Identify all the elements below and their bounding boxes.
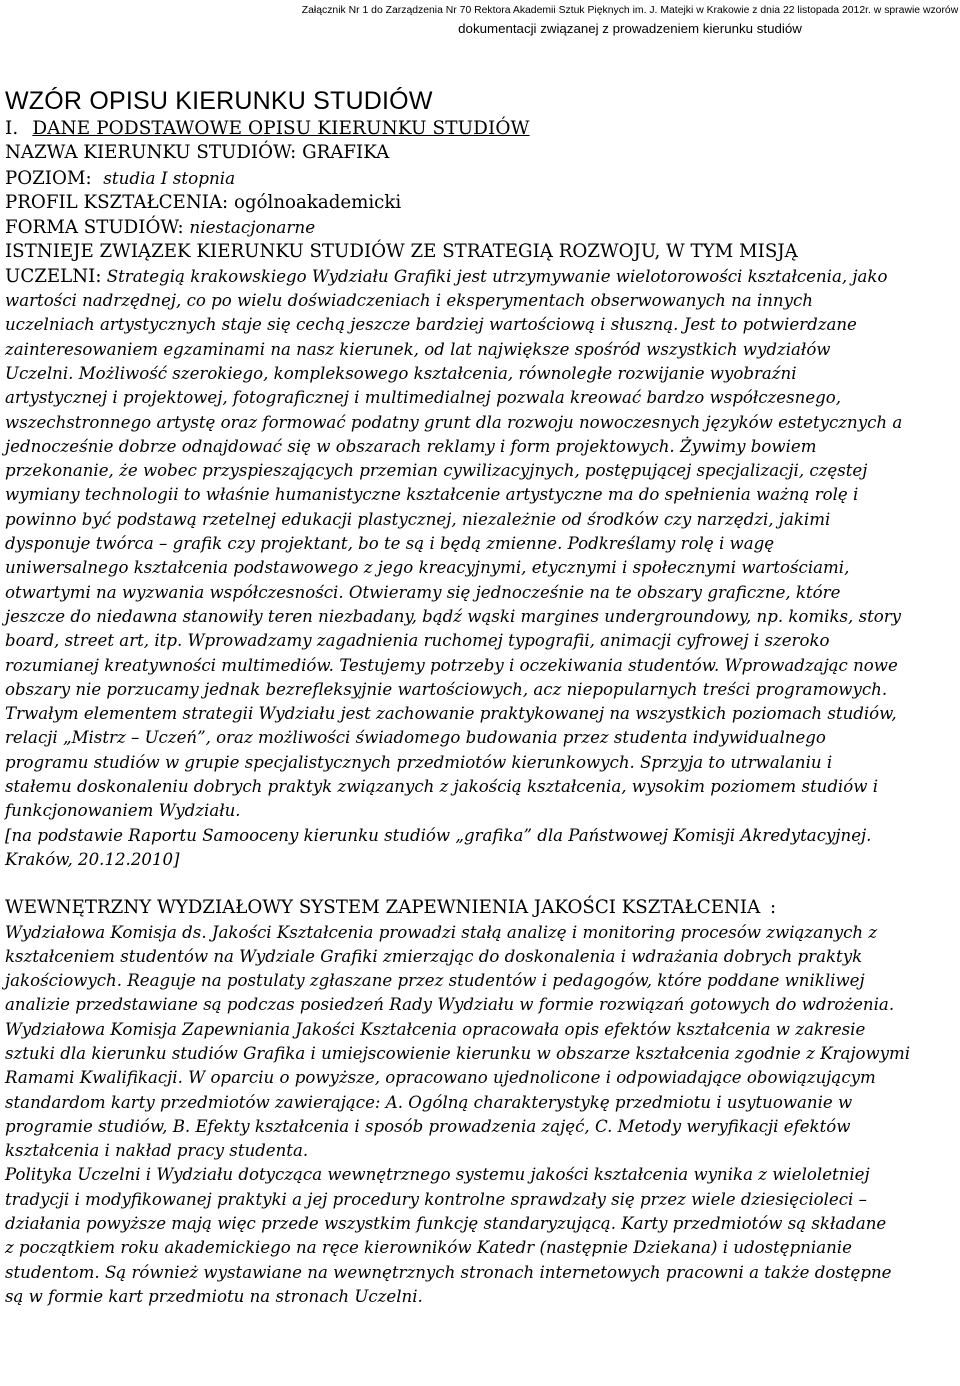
strategy-line-0	[5, 265, 958, 289]
strategy-line-3: zainteresowaniem egzaminami na nasz kierunek, od lat największe spośród wszystkich wydziałów	[5, 339, 831, 359]
strategy-line-9: wymiany technologii to właśnie humanistyczne kształcenie artystyczne ma do spełnienia ważną rolę i	[5, 485, 859, 505]
quality-line-6: Ramami Kwalifikacji. W oparciu o powyższe, opracowano ujednolicone i odpowiadające obowiązującym	[5, 1068, 876, 1088]
document-body	[5, 117, 958, 1309]
quality-line-11: tradycji i modyfikowanej praktyki a jej procedury kontrolne sprawdzały się przez wiele dziesięcioleci –	[5, 1189, 867, 1209]
strategy-line-13: otwartymi na wyzwania współczesności. Otwieramy się jednocześnie na te obszary graficzne, które	[5, 582, 841, 602]
strategy-heading: ISTNIEJE ZWIĄZEK KIERUNKU STUDIÓW ZE STRATEGIĄ ROZWOJU, W TYM MISJĄ	[5, 241, 798, 263]
field-form-label: FORMA STUDIÓW:	[5, 217, 184, 239]
strategy-line-22: funkcjonowaniem Wydziału.	[5, 801, 241, 821]
strategy-line-11: dysponuje twórca – grafik czy projektant, bo te są i będą zmienne. Podkreślamy rolę i wagę	[5, 534, 775, 554]
quality-line-14: studentom. Są również wystawiane na wewnętrznych stronach internetowych pracowni a także dostępne	[5, 1262, 892, 1282]
quality-line-15: są w formie kart przedmiotu na stronach Uczelni.	[5, 1286, 423, 1306]
section-1-heading-text: DANE PODSTAWOWE OPISU KIERUNKU STUDIÓW	[32, 118, 530, 139]
quality-line-10: Polityka Uczelni i Wydziału dotycząca wewnętrznego systemu jakości kształcenia wynika z wieloletniej	[5, 1165, 870, 1185]
quality-line-3: analizie przedstawiane są podczas posiedzeń Rady Wydziału w formie rozwiązań gotowych do wdrożenia.	[5, 995, 895, 1015]
strategy-text-2: uczelniach artystycznych staje się cechą jeszcze bardziej wartościową i słuszną. Jest to potwierdzane	[5, 315, 857, 335]
section-1-heading	[5, 117, 958, 141]
field-form-value: niestacjonarne	[189, 217, 316, 238]
quality-line-12: działania powyższe mają więc przede wszystkim funkcję standaryzującą. Karty przedmiotów są składane	[5, 1214, 887, 1234]
strategy-line-7: jednocześnie dobrze odnajdować się w obszarach reklamy i form projektowych. Żywimy bowiem	[5, 436, 817, 456]
field-profile	[5, 191, 958, 215]
quality-line-4: Wydziałowa Komisja Zapewniania Jakości Kształcenia opracowała opis efektów kształcenia w zakresie	[5, 1019, 866, 1039]
field-form	[5, 215, 958, 240]
field-level-label: POZIOM:	[5, 167, 92, 189]
strategy-line-17: obszary nie porzucamy jednak bezrefleksyjnie wartościowych, acz niepopularnych treści programowych.	[5, 679, 888, 699]
strategy-line-16: rozumianej kreatywności multimediów. Testujemy potrzeby i oczekiwania studentów. Wprowadzając nowe	[5, 655, 898, 675]
strategy-line-14: jeszcze do niedawna stanowiły teren niezbadany, bądź wąski margines undergroundowy, np. komiks, story	[5, 606, 902, 626]
quality-section-heading	[5, 896, 958, 920]
quality-line-13: z początkiem roku akademickiego na ręce kierowników Katedr (następnie Dziekana) i udostępnianie	[5, 1238, 852, 1258]
strategy-line-6: wszechstronnego artystę oraz formować podatny grunt dla rozwoju nowoczesnych języków estetycznych a	[5, 412, 903, 432]
field-profile-label: PROFIL KSZTAŁCENIA:	[5, 191, 229, 213]
strategy-line-18: Trwałym elementem strategii Wydziału jest zachowanie praktykowanej na wszystkich poziomach studiów,	[5, 704, 897, 724]
strategy-line-4: Uczelni. Możliwość szerokiego, kompleksowego kształcenia, równoległe rozwijanie wyobraźni	[5, 363, 797, 383]
field-name-value: GRAFIKA	[302, 142, 390, 164]
strategy-line-19: relacji „Mistrz – Uczeń”, oraz możliwości świadomego budowania przez studenta indywidualnego	[5, 728, 826, 748]
strategy-line-5: artystycznej i projektowej, fotograficznej i multimedialnej pozwala kreować bardzo współczesnego,	[5, 388, 842, 408]
quality-line-9: kształcenia i nakład pracy studenta.	[5, 1141, 309, 1161]
strategy-source-line-1: [na podstawie Raportu Samooceny kierunku studiów „grafika” dla Państwowej Komisji Akredytacyjnej.	[5, 825, 872, 845]
quality-line-1: kształceniem studentów na Wydziale Grafiki zmierzając do doskonalenia i wdrażania dobrych praktyk	[5, 946, 863, 966]
document-title: WZÓR OPISU KIERUNKU STUDIÓW	[5, 87, 433, 115]
quality-section-heading-colon: :	[770, 897, 777, 919]
strategy-line-15: board, street art, itp. Wprowadzamy zagadnienia ruchomej typografii, animacji cyfrowej i szeroko	[5, 631, 830, 651]
quality-section-heading-text: WEWNĘTRZNY WYDZIAŁOWY SYSTEM ZAPEWNIENIA JAKOŚCI KSZTAŁCENIA	[5, 897, 761, 919]
strategy-text-0: Strategią krakowskiego Wydziału Grafiki jest utrzymywanie wielotorowości kształcenia, jako	[106, 266, 888, 286]
field-level-value: studia I stopnia	[103, 167, 236, 188]
strategy-line-21: stałemu doskonaleniu dobrych praktyk związanych z jakością kształcenia, wysokim poziomem studiów i	[5, 777, 879, 797]
field-level	[5, 166, 958, 191]
field-name-label: NAZWA KIERUNKU STUDIÓW:	[5, 142, 297, 164]
document-header	[300, 2, 960, 38]
strategy-line-1: wartości nadrzędnej, co po wielu doświadczeniach i eksperymentach obserwowanych na innych	[5, 291, 813, 311]
quality-line-2: jakościowych. Reaguje na postulaty zgłaszane przez studentów i pedagogów, które poddane wnikliwej	[5, 971, 865, 991]
quality-line-8: programie studiów, B. Efekty kształcenia i sposób prowadzenia zajęć, C. Metody weryfikacji efektów	[5, 1116, 851, 1136]
strategy-heading-label: UCZELNI:	[5, 265, 102, 287]
strategy-line-12: uniwersalnego kształcenia podstawowego z jego kreacyjnymi, etycznymi i społecznymi wartościami,	[5, 558, 850, 578]
field-name	[5, 141, 958, 165]
field-profile-value: ogólnoakademicki	[233, 191, 402, 213]
strategy-line-8: przekonanie, że wobec przyspieszających przemian cywilizacyjnych, postępującej specjalizacji, częstej	[5, 461, 868, 481]
quality-line-0: Wydziałowa Komisja ds. Jakości Kształcenia prowadzi stałą analizę i monitoring procesów związanych z	[5, 922, 878, 942]
strategy-line-2	[5, 313, 958, 337]
quality-line-5: sztuki dla kierunku studiów Grafika i umiejscowienie kierunku w obszarze kształcenia zgodnie z Krajowymi	[5, 1043, 911, 1063]
quality-line-7: standardom karty przedmiotów zawierające: A. Ogólną charakterystykę przedmiotu i usytuowanie w	[5, 1092, 853, 1112]
strategy-line-10: powinno być podstawą rzetelnej edukacji plastycznej, niezależnie od środków czy narzędzi, jakimi	[5, 509, 831, 529]
strategy-source-line-2: Kraków, 20.12.2010]	[5, 849, 180, 869]
section-1-number: I.	[5, 118, 19, 139]
header-line-1: Załącznik Nr 1 do Zarządzenia Nr 70 Rektora Akademii Sztuk Pięknych im. J. Matejki w Krakowie z dnia 22 listopada 2012r. w sprawie wzorów	[301, 5, 959, 16]
strategy-line-20: programu studiów w grupie specjalistycznych przedmiotów kierunkowych. Sprzyja to utrwalaniu i	[5, 752, 833, 772]
header-line-2: dokumentacji związanej z prowadzeniem kierunku studiów	[458, 21, 802, 36]
